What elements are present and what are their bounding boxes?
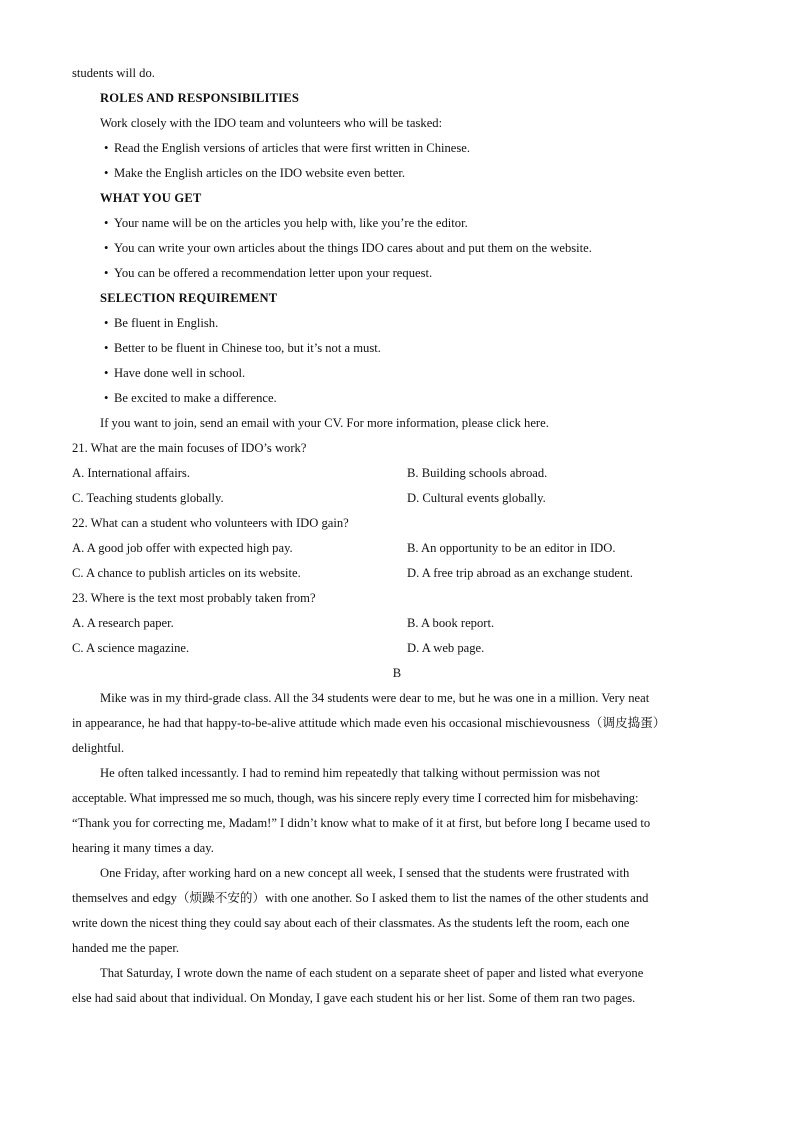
benefits-item-text: Your name will be on the articles you help with, like you’re the editor. xyxy=(114,216,468,230)
roles-item xyxy=(104,138,732,158)
answer-option: B. A book report. xyxy=(407,616,495,630)
question-stem: 22. What can a student who volunteers with IDO gain? xyxy=(72,516,349,530)
passage-b-line: “Thank you for correcting me, Madam!” I didn’t know what to make of it at first, but before long I became used to xyxy=(72,816,651,830)
benefits-heading: WHAT YOU GET xyxy=(100,191,202,205)
bullet-icon: • xyxy=(104,341,109,355)
passage-a-intro-tail: students will do. xyxy=(72,66,155,80)
answer-option: B. Building schools abroad. xyxy=(407,466,548,480)
bullet-icon: • xyxy=(104,266,109,280)
benefits-item xyxy=(104,263,732,283)
requirements-item-text: Better to be fluent in Chinese too, but it’s not a must. xyxy=(114,341,381,355)
benefits-item xyxy=(104,238,732,258)
passage-b-line: He often talked incessantly. I had to remind him repeatedly that talking without permission was not xyxy=(100,766,601,780)
benefits-item-text: You can be offered a recommendation letter upon your request. xyxy=(114,266,433,280)
benefits-item-text: You can write your own articles about the things IDO cares about and put them on the website. xyxy=(114,241,592,255)
roles-item-text: Read the English versions of articles that were first written in Chinese. xyxy=(114,141,471,155)
bullet-icon: • xyxy=(104,141,109,155)
passage-b-line: One Friday, after working hard on a new concept all week, I sensed that the students were frustrated with xyxy=(100,866,630,880)
requirements-item xyxy=(104,338,732,358)
answer-option: D. Cultural events globally. xyxy=(407,491,546,505)
passage-b-line: That Saturday, I wrote down the name of each student on a separate sheet of paper and listed what everyone xyxy=(100,966,644,980)
requirements-item xyxy=(104,363,732,383)
bullet-icon: • xyxy=(104,241,109,255)
passage-b-line: else had said about that individual. On Monday, I gave each student his or her list. Some of them ran two pages. xyxy=(72,991,636,1005)
answer-option: A. A research paper. xyxy=(72,616,174,630)
answer-option: C. A science magazine. xyxy=(72,641,190,655)
question-stem: 21. What are the main focuses of IDO’s work? xyxy=(72,441,307,455)
answer-option: C. Teaching students globally. xyxy=(72,491,224,505)
requirements-item xyxy=(104,388,732,408)
requirements-item-text: Be fluent in English. xyxy=(114,316,219,330)
passage-b-line: acceptable. What impressed me so much, though, was his sincere reply every time I corrected him for misbehaving: xyxy=(72,791,639,805)
passage-b-line: in appearance, he had that happy-to-be-alive attitude which made even his occasional mischievousness（调皮捣蛋） xyxy=(72,716,666,730)
bullet-icon: • xyxy=(104,216,109,230)
requirements-item-text: Have done well in school. xyxy=(114,366,246,380)
answer-option: D. A web page. xyxy=(407,641,485,655)
passage-b-line: delightful. xyxy=(72,741,125,755)
roles-item-text: Make the English articles on the IDO website even better. xyxy=(114,166,405,180)
requirements-item xyxy=(104,313,732,333)
benefits-item xyxy=(104,213,732,233)
passage-b-line: Mike was in my third-grade class. All the 34 students were dear to me, but he was one in a million. Very neat xyxy=(100,691,650,705)
answer-option: D. A free trip abroad as an exchange student. xyxy=(407,566,633,580)
passage-b-line: write down the nicest thing they could say about each of their classmates. As the students left the room, each one xyxy=(72,916,630,930)
passage-b-line: themselves and edgy（烦躁不安的）with one another. So I asked them to list the names of the other students and xyxy=(72,891,649,905)
answer-option: B. An opportunity to be an editor in IDO. xyxy=(407,541,616,555)
passage-b-line: hearing it many times a day. xyxy=(72,841,214,855)
bullet-icon: • xyxy=(104,391,109,405)
answer-option: A. A good job offer with expected high pay. xyxy=(72,541,293,555)
passage-b-line: handed me the paper. xyxy=(72,941,180,955)
closing-line: If you want to join, send an email with your CV. For more information, please click here. xyxy=(100,416,549,430)
roles-item xyxy=(104,163,732,183)
requirements-item-text: Be excited to make a difference. xyxy=(114,391,277,405)
bullet-icon: • xyxy=(104,366,109,380)
section-label: B xyxy=(392,666,402,680)
answer-option: C. A chance to publish articles on its website. xyxy=(72,566,301,580)
bullet-icon: • xyxy=(104,166,109,180)
requirements-heading: SELECTION REQUIREMENT xyxy=(100,291,278,305)
answer-option: A. International affairs. xyxy=(72,466,190,480)
roles-heading: ROLES AND RESPONSIBILITIES xyxy=(100,91,300,105)
bullet-icon: • xyxy=(104,316,109,330)
question-stem: 23. Where is the text most probably taken from? xyxy=(72,591,316,605)
roles-intro: Work closely with the IDO team and volunteers who will be tasked: xyxy=(100,116,443,130)
